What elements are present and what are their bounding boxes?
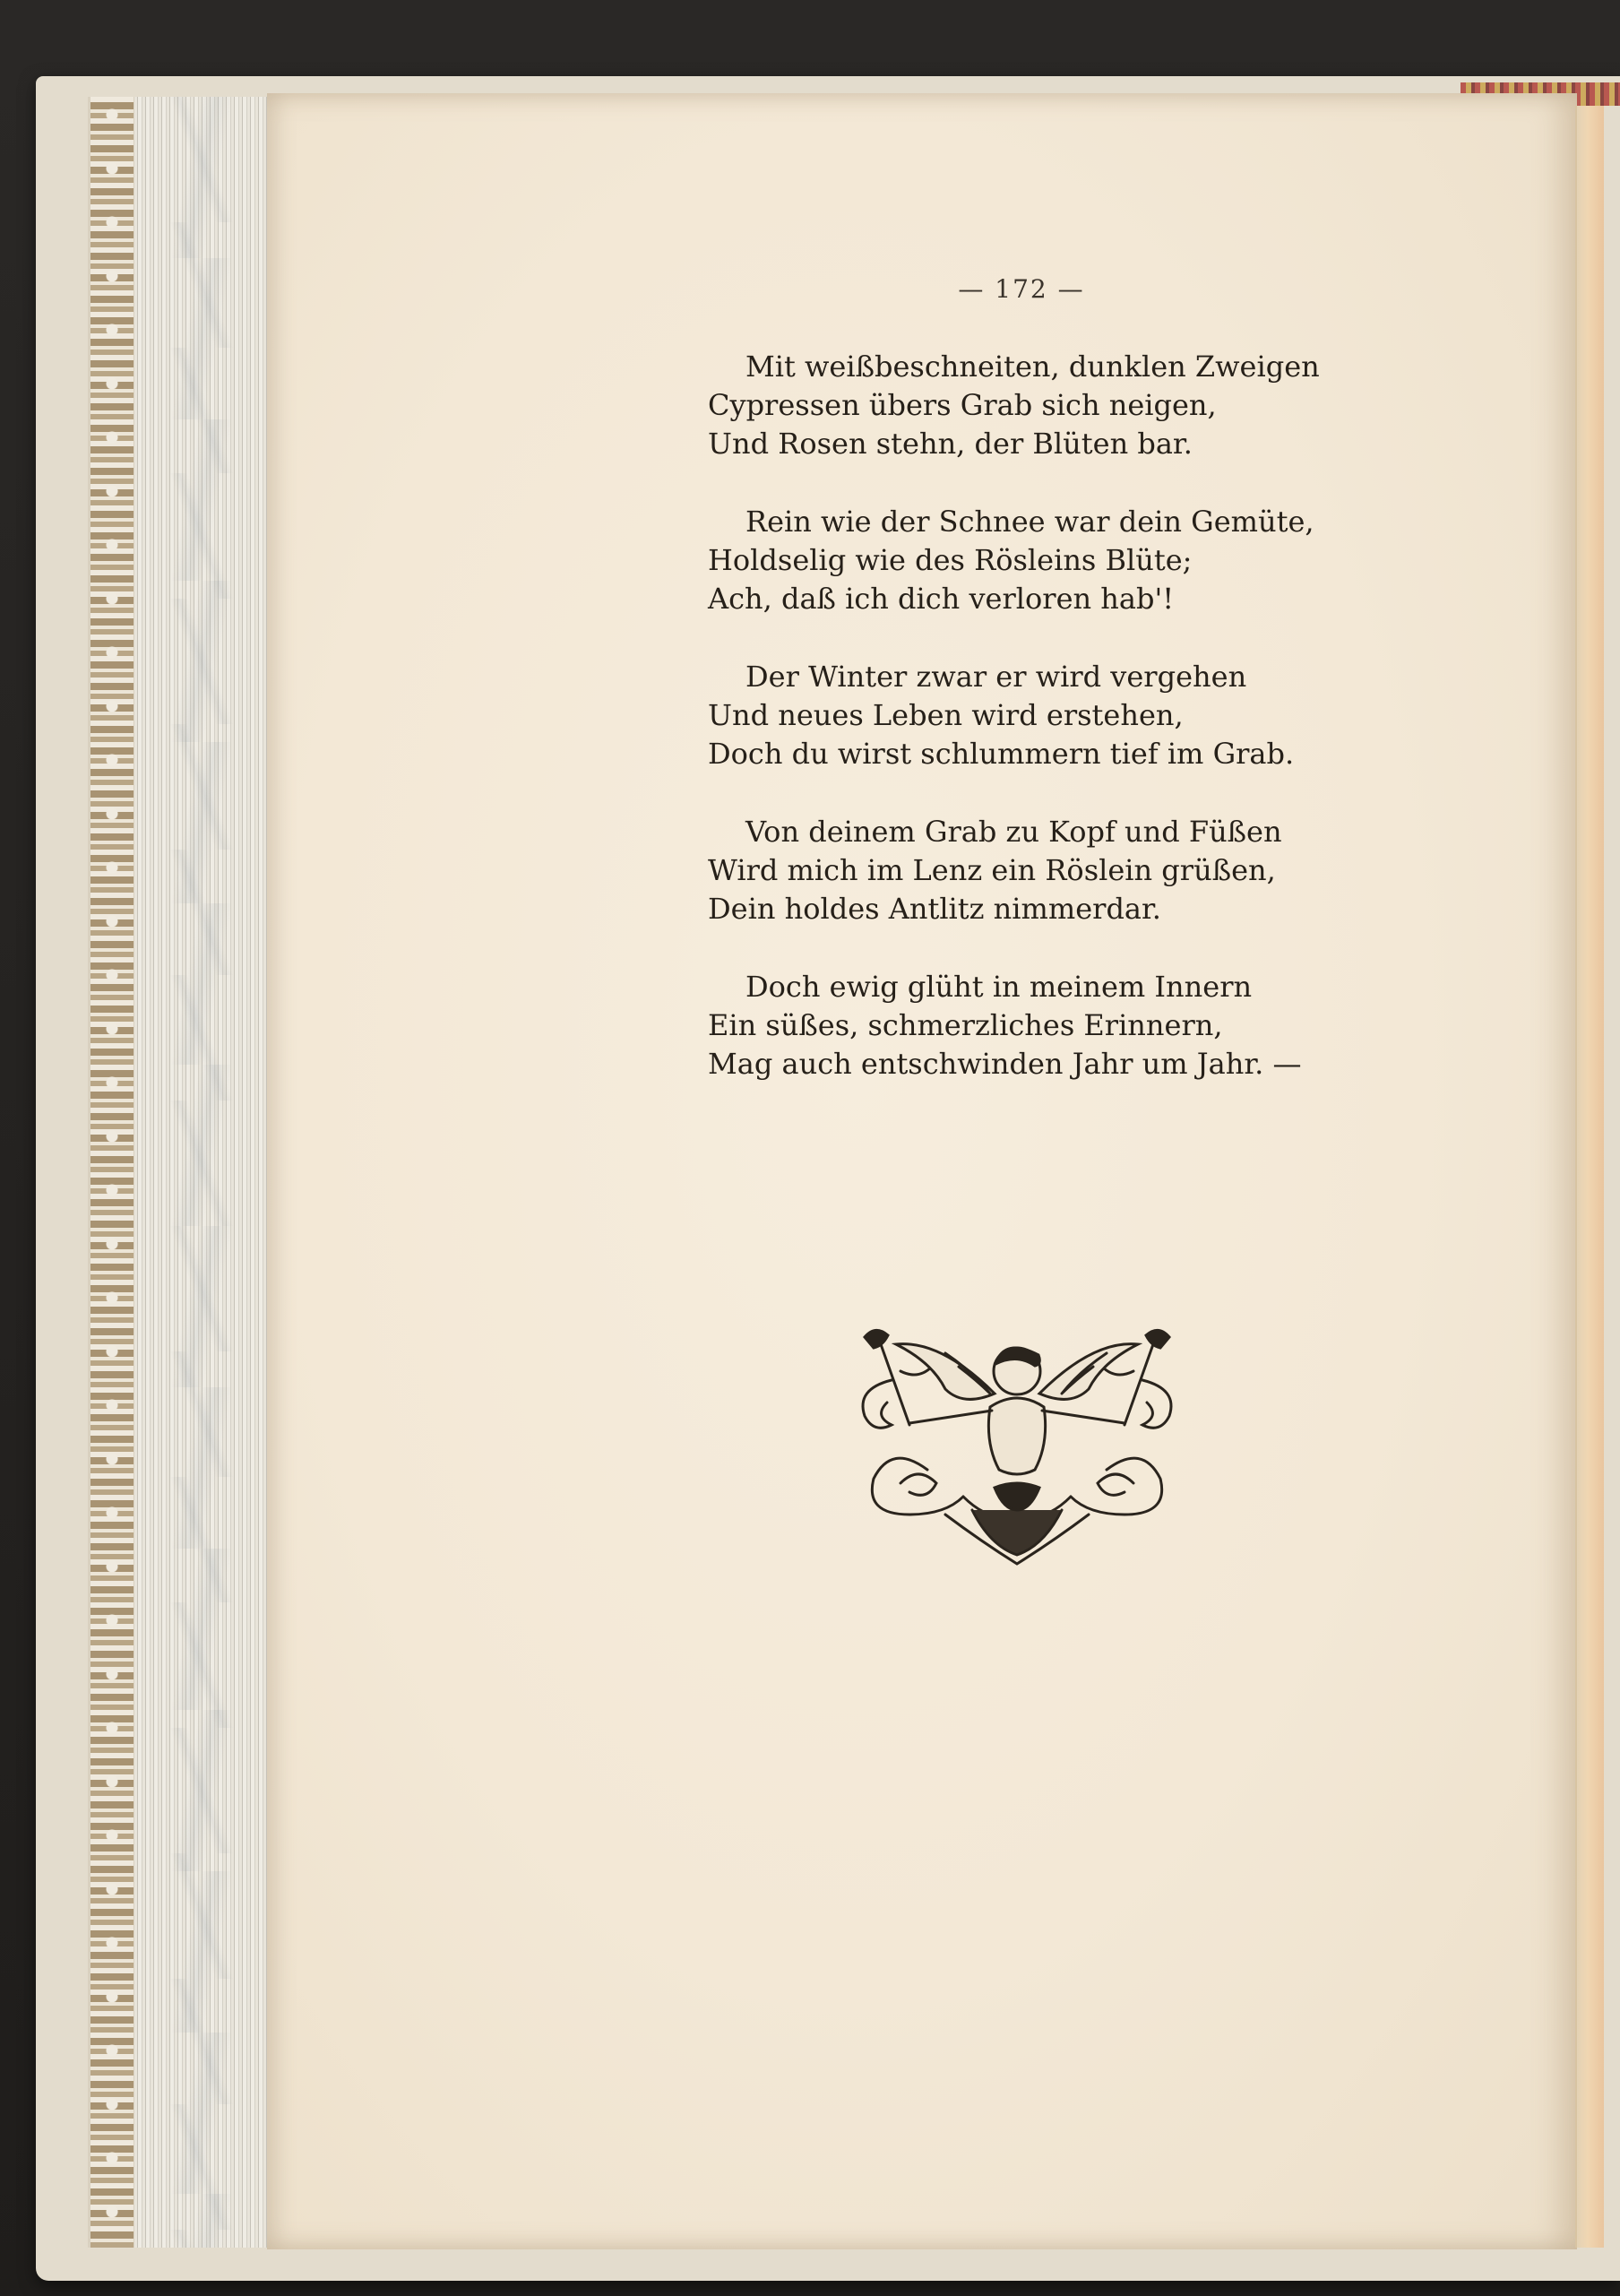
page-number: — 172 — (958, 274, 1085, 304)
stanza (708, 348, 1550, 463)
poem-line: Mit weißbeschneiten, dunklen Zweigen (745, 350, 1320, 384)
stanza (708, 503, 1550, 618)
poem-line: Cypressen übers Grab sich neigen, (708, 388, 1217, 422)
page-edges-marbling (134, 97, 269, 2248)
stanza (708, 658, 1550, 773)
stanza (708, 813, 1550, 928)
stanza (708, 968, 1550, 1083)
poem-line: Und Rosen stehn, der Blüten bar. (708, 427, 1193, 461)
poem-line: Doch ewig glüht in meinem Innern (745, 970, 1253, 1004)
poem-line: Rein wie der Schnee war dein Gemüte, (745, 505, 1314, 539)
poem-line: Holdselig wie des Rösleins Blüte; (708, 543, 1193, 577)
poem-line: Mag auch entschwinden Jahr um Jahr. — (708, 1047, 1302, 1081)
poem-line: Wird mich im Lenz ein Röslein grüßen, (708, 853, 1276, 887)
endpaper-ornament-strip (88, 97, 136, 2248)
poem-line: Doch du wirst schlummern tief im Grab. (708, 737, 1295, 771)
poem-line: Ach, daß ich dich verloren hab'! (708, 582, 1175, 616)
facing-page-edge (1575, 106, 1604, 2248)
poem (708, 348, 1550, 1123)
cherub-ornament-icon (838, 1317, 1196, 1568)
poem-line: Und neues Leben wird erstehen, (708, 698, 1184, 732)
poem-line: Von deinem Grab zu Kopf und Füßen (745, 815, 1282, 849)
poem-line: Ein süßes, schmerzliches Erinnern, (708, 1008, 1223, 1042)
poem-line: Der Winter zwar er wird vergehen (745, 660, 1247, 694)
poem-line: Dein holdes Antlitz nimmerdar. (708, 892, 1161, 926)
